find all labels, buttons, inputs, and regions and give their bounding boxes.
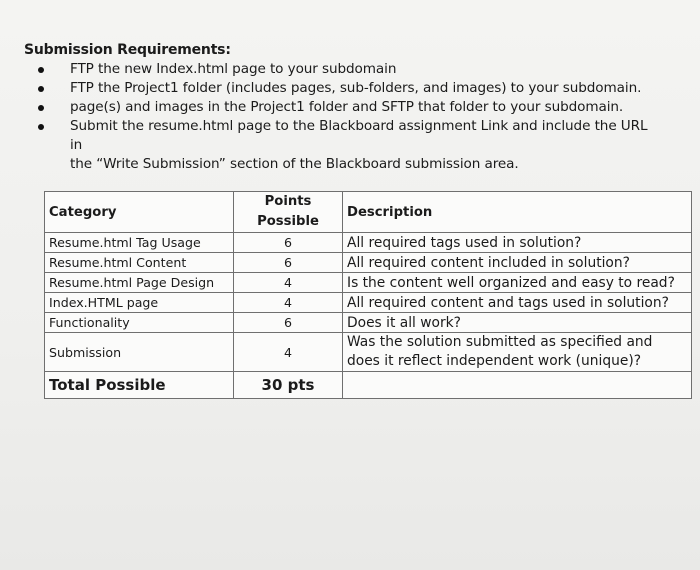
submission-heading: Submission Requirements: — [24, 42, 231, 58]
requirement-item-continuation: the “Write Submission” section of the Blackboard submission area. — [70, 156, 519, 172]
header-points: Points Possible — [234, 192, 343, 233]
row-description: All required content and tags used in solution? — [343, 293, 692, 313]
bullet-icon — [38, 86, 44, 92]
table-row — [45, 313, 692, 333]
total-description-empty — [343, 372, 692, 399]
table-row — [45, 273, 692, 293]
table-total-row — [45, 372, 692, 399]
row-description: Does it all work? — [343, 313, 692, 333]
table-row — [45, 293, 692, 313]
header-category: Category — [45, 192, 234, 233]
requirement-item: Submit the resume.html page to the Blackboard assignment Link and include the URL in — [0, 117, 650, 155]
total-label: Total Possible — [45, 372, 234, 399]
row-category: Index.HTML page — [45, 293, 234, 313]
row-points: 6 — [234, 313, 343, 333]
row-category: Functionality — [45, 313, 234, 333]
row-points: 6 — [234, 233, 343, 253]
row-category: Resume.html Content — [45, 253, 234, 273]
bullet-icon — [38, 67, 44, 73]
bullet-icon — [38, 105, 44, 111]
table-header-row — [45, 192, 692, 233]
requirement-item: FTP the new Index.html page to your subdomain — [0, 60, 650, 79]
requirement-item: page(s) and images in the Project1 folder and SFTP that folder to your subdomain. — [0, 98, 650, 117]
row-points: 4 — [234, 333, 343, 372]
row-category: Submission — [45, 333, 234, 372]
requirements-list — [0, 60, 650, 174]
row-points: 4 — [234, 273, 343, 293]
table-row — [45, 253, 692, 273]
row-description: Was the solution submitted as specified and does it reflect independent work (unique)? — [343, 333, 692, 372]
row-category: Resume.html Page Design — [45, 273, 234, 293]
header-description: Description — [343, 192, 692, 233]
row-description: All required tags used in solution? — [343, 233, 692, 253]
row-description: Is the content well organized and easy to read? — [343, 273, 692, 293]
row-points: 4 — [234, 293, 343, 313]
row-description: All required content included in solution? — [343, 253, 692, 273]
table-row — [45, 333, 692, 372]
row-category: Resume.html Tag Usage — [45, 233, 234, 253]
requirement-item: FTP the Project1 folder (includes pages, sub-folders, and images) to your subdomain. — [0, 79, 650, 98]
total-points: 30 pts — [234, 372, 343, 399]
grading-rubric-table — [44, 191, 692, 399]
bullet-icon — [38, 124, 44, 130]
table-row — [45, 233, 692, 253]
row-points: 6 — [234, 253, 343, 273]
